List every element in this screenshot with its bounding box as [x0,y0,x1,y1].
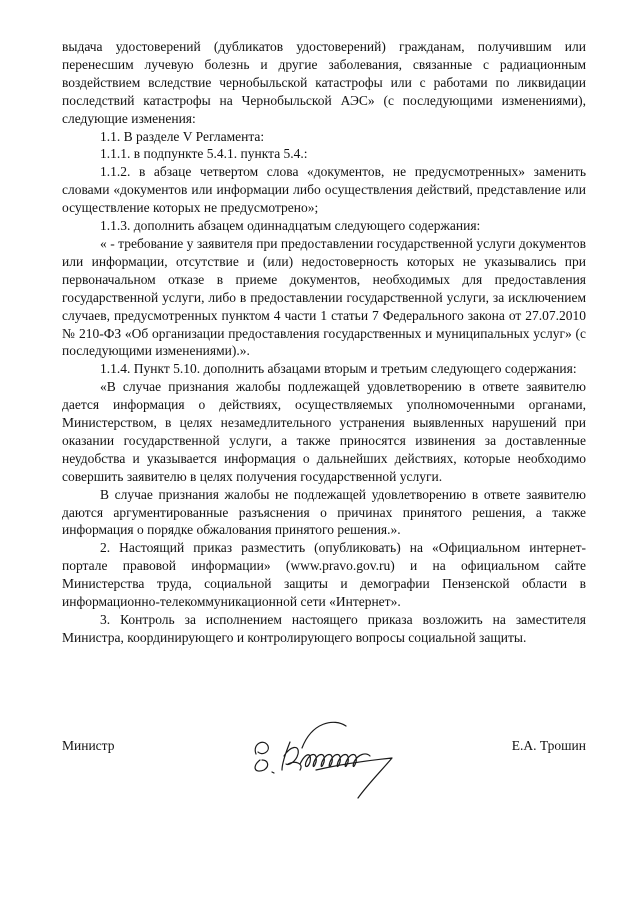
signatory-title: Министр [62,738,115,753]
paragraph-requirement-quote: « - требование у заявителя при предоставлении государственной услуги документов или информации, отсутствие и (или) недостоверность которых не указывались при первоначальном отказе в приеме документов, необходимых для предоставления государственной услуги, либо в предоставлении государственной услуги, за исключением случаев, предусмотренных пунктом 4 части 1 статьи 7 Федерального закона от 27.07.2010 № 210-ФЗ «Об организации предоставления государственных и муниципальных услуг» (с последующими изменениями).». [62,235,586,359]
paragraph-3-control: 3. Контроль за исполнением настоящего приказа возложить на заместителя Министра, координирующего и контролирующего вопросы социальной защиты. [62,612,586,645]
paragraph-1-1-2: 1.1.2. в абзаце четвертом слова «документов, не предусмотренных» заменить словами «документов или информации либо осуществления действий, представление или осуществление которых не предусмотрено»; [62,164,586,216]
paragraph-intro-continuation: выдача удостоверений (дубликатов удостоверений) гражданам, получившим или перенесшим лучевую болезнь и другие заболевания, связанные с радиационным воздействием вследствие чернобыльской катастрофы или с работами по ликвидации последствий катастрофы на Чернобыльской АЭС» (с последующими изменениями), следующие изменения: [62,39,586,126]
paragraph-1-1-3: 1.1.3. дополнить абзацем одиннадцатым следующего содержания: [100,218,481,234]
paragraph-2-publication: 2. Настоящий приказ разместить (опубликовать) на «Официальном интернет-портале правовой информации» (www.pravo.gov.ru) и на официальном сайте Министерства труда, социальной защиты и демографии Пензенской области в информационно-телекоммуникационной сети «Интернет». [62,540,586,610]
paragraph-complaint-satisfied: «В случае признания жалобы подлежащей удовлетворению в ответе заявителю дается информация о действиях, осуществляемых уполномоченными органами, Министерством, в целях незамедлительного устранения выявленных нарушений при оказании государственной услуги, а также приносятся извинения за доставленные неудобства и указывается информация о дальнейших действиях, которые необходимо совершить заявителю в целях получения государственной услуги. [62,379,586,484]
signatory-name: Е.А. Трошин [511,738,586,753]
signature-block [62,738,586,768]
paragraph-1-1-1: 1.1.1. в подпункте 5.4.1. пункта 5.4.: [100,146,308,162]
paragraph-1-1: 1.1. В разделе V Регламента: [100,128,265,144]
handwritten-signature [242,708,412,803]
paragraph-1-1-4: 1.1.4. Пункт 5.10. дополнить абзацами вторым и третьим следующего содержания: [100,361,577,377]
document-body [62,38,586,647]
paragraph-complaint-rejected: В случае признания жалобы не подлежащей удовлетворению в ответе заявителю даются аргументированные разъяснения о причинах принятого решения, а также информация о порядке обжалования принятого решения.». [62,486,586,538]
